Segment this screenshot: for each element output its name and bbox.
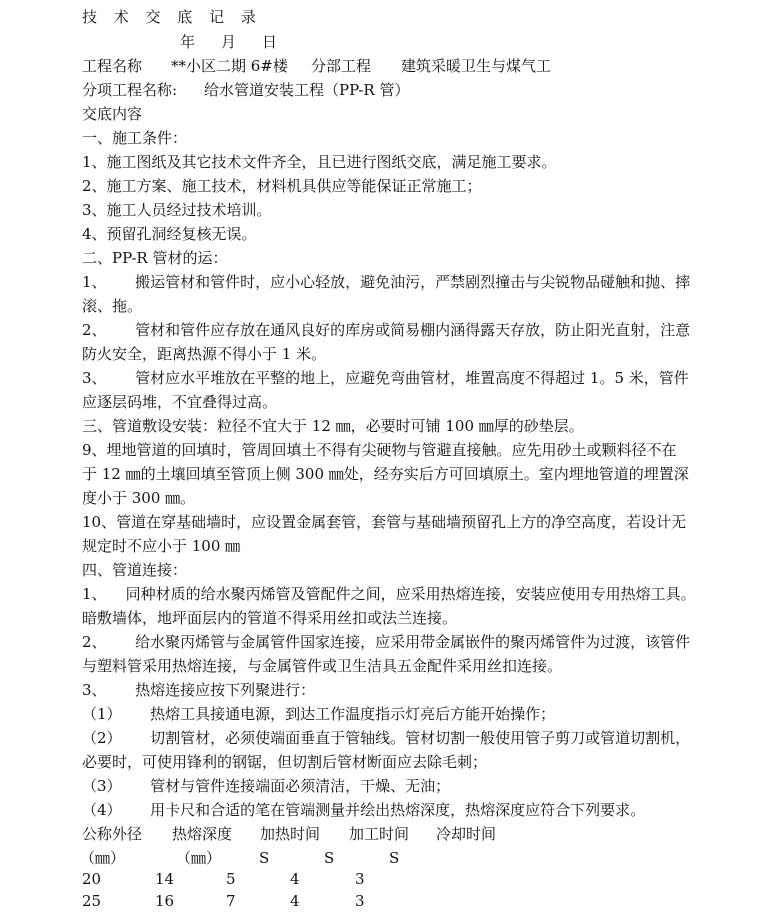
date-month: 月 bbox=[221, 33, 237, 51]
division-label: 分部工程 bbox=[311, 57, 372, 75]
text-line: 2、施工方案、施工技术，材料机具供应等能保证正常施工； bbox=[82, 177, 482, 195]
section-title: 一、施工条件： bbox=[82, 129, 188, 147]
section-title: 四、管道连接： bbox=[82, 561, 188, 579]
section-title: 三、管道敷设安装：粒径不宜大于 12 ㎜，必要时可铺 100 ㎜厚的砂垫层。 bbox=[82, 417, 584, 435]
text-line: 1、 搬运管材和管件时，应小心轻放，避免油污，严禁剧烈撞击与尖锐物品碰触和抛、摔 bbox=[82, 273, 691, 291]
text-line: 滚、拖。 bbox=[82, 297, 143, 315]
division-value: 建筑采暖卫生与煤气工 bbox=[401, 57, 552, 75]
text-line: （3） 管材与管件连接端面必须清洁，干燥、无油； bbox=[82, 777, 451, 795]
table-unit-cell: S bbox=[389, 849, 400, 867]
table-cell: 7 bbox=[226, 892, 236, 910]
text-line: 10、管道在穿基础墙时，应设置金属套管，套管与基础墙预留孔上方的净空高度，若设计无 bbox=[82, 513, 687, 531]
subitem-value: 给水管道安装工程（PP-R 管） bbox=[204, 81, 410, 99]
table-cell: 3 bbox=[355, 892, 365, 910]
text-line: 度小于 300 ㎜。 bbox=[82, 489, 196, 507]
text-line: 暗敷墙体，地坪面层内的管道不得采用丝扣或法兰连接。 bbox=[82, 609, 458, 627]
table-cell: 5 bbox=[226, 870, 236, 888]
table-cell: 16 bbox=[155, 892, 175, 910]
table-cell: 14 bbox=[155, 870, 175, 888]
text-line: 3、施工人员经过技术培训。 bbox=[82, 201, 272, 219]
date-year: 年 bbox=[180, 33, 196, 51]
text-line: 于 12 ㎜的土壤回填至管顶上侧 300 ㎜处，经夯实后方可回填原土。室内埋地管道的埋置深 bbox=[82, 465, 689, 483]
text-line: 必要时，可使用锋利的钢锯，但切割后管材断面应去除毛刺； bbox=[82, 753, 488, 771]
project-label: 工程名称 bbox=[82, 57, 143, 75]
table-cell: 3 bbox=[355, 870, 365, 888]
table-cell: 25 bbox=[82, 892, 102, 910]
text-line: 4、预留孔洞经复核无误。 bbox=[82, 225, 257, 243]
table-header-cell: 热熔深度 bbox=[172, 825, 233, 843]
text-line: 与塑料管采用热熔连接，与金属管件或卫生洁具五金配件采用丝扣连接。 bbox=[82, 657, 563, 675]
text-line: 1、施工图纸及其它技术文件齐全，且已进行图纸交底，满足施工要求。 bbox=[82, 153, 557, 171]
text-line: 9、埋地管道的回填时，管周回填土不得有尖硬物与管避直接触。应先用砂土或颗料径不在 bbox=[82, 441, 677, 459]
document-title: 技 术 交 底 记 录 bbox=[82, 8, 262, 26]
section-title: 二、PP-R 管材的运： bbox=[82, 249, 228, 267]
text-line: 1、 同种材质的给水聚丙烯管及管配件之间，应采用热熔连接，安装应使用专用热熔工具。 bbox=[82, 585, 696, 603]
table-header-cell: 公称外径 bbox=[82, 825, 143, 843]
table-unit-cell: S bbox=[259, 849, 270, 867]
table-cell: 4 bbox=[290, 870, 300, 888]
table-header-cell: 加热时间 bbox=[260, 825, 321, 843]
table-header-cell: 加工时间 bbox=[349, 825, 410, 843]
text-line: （2） 切割管材，必须使端面垂直于管轴线。管材切割一般使用管子剪刀或管道切割机， bbox=[82, 729, 691, 747]
table-unit-cell: （㎜） bbox=[80, 849, 126, 867]
table-unit-cell: S bbox=[324, 849, 335, 867]
table-unit-cell: （㎜） bbox=[176, 849, 222, 867]
date-day: 日 bbox=[262, 33, 278, 51]
text-line: 2、 给水聚丙烯管与金属管件国家连接，应采用带金属嵌件的聚丙烯管件为过渡，该管件 bbox=[82, 633, 691, 651]
text-line: 3、 管材应水平堆放在平整的地上，应避免弯曲管材，堆置高度不得超过 1。5 米，管件 bbox=[82, 369, 689, 387]
table-header-cell: 冷却时间 bbox=[436, 825, 497, 843]
text-line: （1） 热熔工具接通电源，到达工作温度指示灯亮后方能开始操作； bbox=[82, 705, 556, 723]
content-label: 交底内容 bbox=[82, 105, 143, 123]
text-line: 规定时不应小于 100 ㎜ bbox=[82, 537, 241, 555]
table-cell: 20 bbox=[82, 870, 102, 888]
text-line: 2、 管材和管件应存放在通风良好的库房或简易棚内涵得露天存放，防止阳光直射，注意 bbox=[82, 321, 691, 339]
text-line: 3、 热熔连接应按下列聚进行： bbox=[82, 681, 316, 699]
table-cell: 4 bbox=[290, 892, 300, 910]
subitem-label: 分项工程名称: bbox=[82, 81, 178, 99]
text-line: 应逐层码堆，不宜叠得过高。 bbox=[82, 393, 278, 411]
text-line: 防火安全，距离热源不得小于 1 米。 bbox=[82, 345, 327, 363]
project-value: **小区二期 6#楼 bbox=[171, 57, 288, 75]
text-line: （4） 用卡尺和合适的笔在管端测量并绘出热熔深度，热熔深度应符合下列要求。 bbox=[82, 801, 646, 819]
